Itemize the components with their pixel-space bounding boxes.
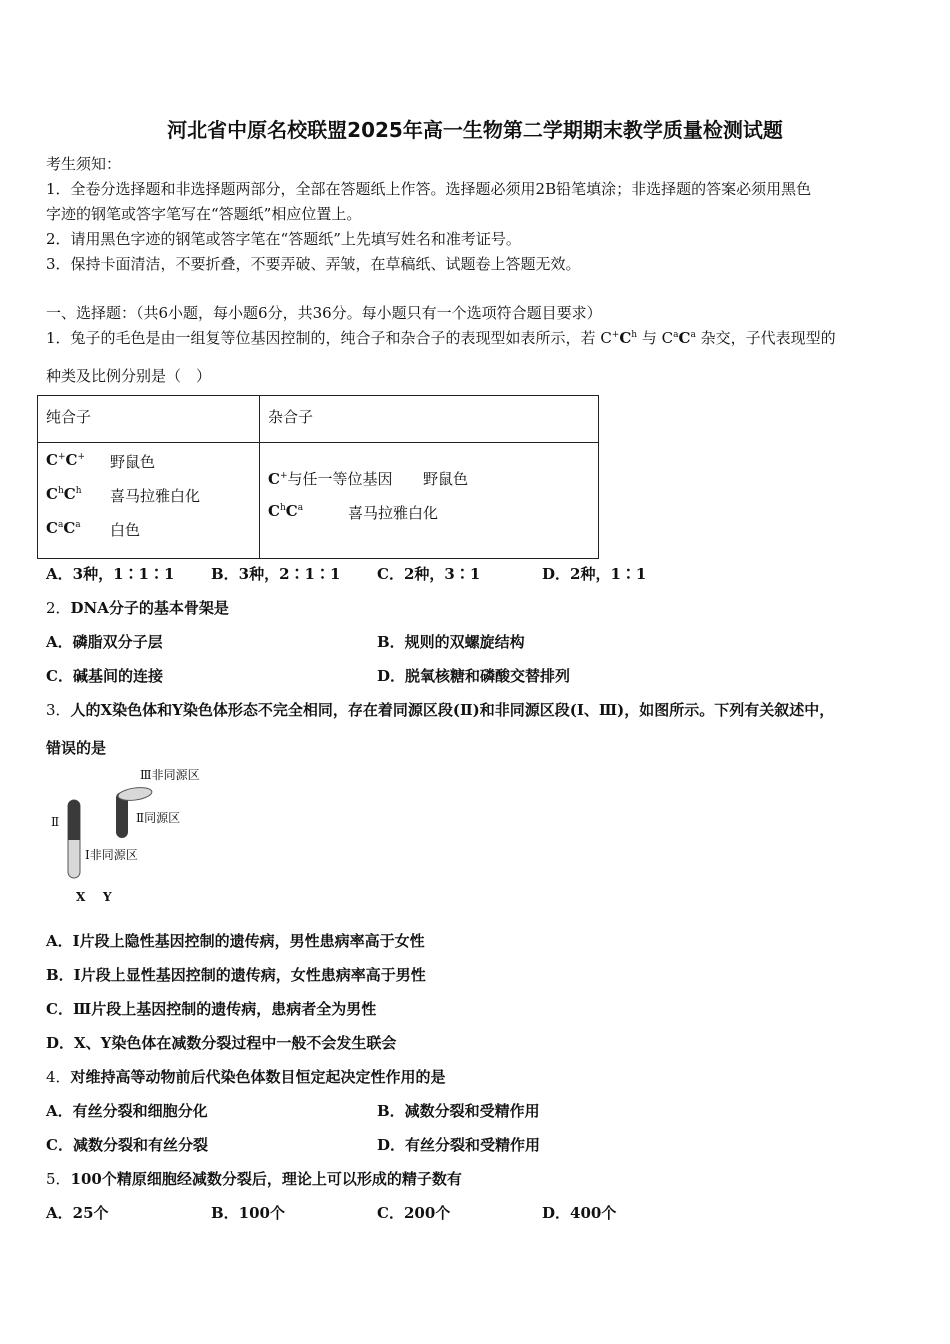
q1-option-a: A．3种，1∶1∶1 bbox=[46, 565, 175, 583]
question-3 bbox=[46, 699, 834, 720]
pure-row bbox=[46, 519, 141, 539]
notice-heading: 考生须知： bbox=[46, 155, 122, 173]
q3-option-b: B．Ⅰ片段上显性基因控制的遗传病，女性患病率高于男性 bbox=[46, 966, 426, 984]
q1-option-b: B．3种，2∶1∶1 bbox=[211, 565, 341, 583]
hetero-cell bbox=[260, 443, 599, 559]
q5-option-b: B．100个 bbox=[211, 1204, 285, 1222]
q4-option-b: B．减数分裂和受精作用 bbox=[377, 1102, 540, 1120]
hetero-row bbox=[268, 468, 469, 489]
genotype: C bbox=[268, 470, 280, 488]
label-region-i: Ⅰ非同源区 bbox=[85, 848, 138, 862]
question-5-text: 100个精原细胞经减数分裂后，理论上可以形成的精子数有 bbox=[70, 1170, 462, 1188]
genotype-sup: h bbox=[75, 486, 82, 496]
allele: 与 C bbox=[637, 329, 674, 347]
question-3-text: 人的X染色体和Y染色体形态不完全相同，存在着同源区段(Ⅱ)和非同源区段(Ⅰ、Ⅲ)，如图所示。下列有关叙述中， bbox=[70, 701, 835, 719]
genotype-sup: + bbox=[57, 452, 66, 462]
q5-option-a: A．25个 bbox=[46, 1204, 109, 1222]
question-number: 1． bbox=[46, 329, 71, 347]
allele: C bbox=[619, 329, 632, 347]
question-2-text: DNA分子的基本骨架是 bbox=[70, 599, 229, 617]
page-title: 河北省中原名校联盟2025年高一生物第二学期期末教学质量检测试题 bbox=[167, 118, 783, 142]
pure-row bbox=[46, 485, 201, 505]
q1-option-d: D．2种，1∶1 bbox=[542, 565, 647, 583]
question-number: 2． bbox=[46, 599, 71, 617]
question-1 bbox=[46, 327, 836, 348]
question-2 bbox=[46, 597, 229, 618]
phenotype: 喜马拉雅白化 bbox=[110, 487, 201, 505]
y-nonhomologous-segment bbox=[117, 786, 152, 803]
allele-sup: + bbox=[611, 330, 620, 340]
q5-option-c: C．200个 bbox=[377, 1204, 451, 1222]
q2-option-a: A．磷脂双分子层 bbox=[46, 633, 163, 651]
notice-item-3: 3．保持卡面清洁，不要折叠，不要弄破、弄皱，在草稿纸、试题卷上答题无效。 bbox=[46, 255, 581, 273]
q4-option-c: C．减数分裂和有丝分裂 bbox=[46, 1136, 208, 1154]
question-1-line2: 种类及比例分别是（ ） bbox=[46, 367, 212, 385]
q3-option-a: A．Ⅰ片段上隐性基因控制的遗传病，男性患病率高于女性 bbox=[46, 932, 425, 950]
allele-sup: h bbox=[631, 330, 638, 340]
genotype-sup: + bbox=[279, 471, 288, 481]
q1-option-c: C．2种，3∶1 bbox=[377, 565, 481, 583]
phenotype: 喜马拉雅白化 bbox=[348, 504, 439, 522]
genotype-sup: + bbox=[77, 452, 85, 462]
q2-option-d: D．脱氧核糖和磷酸交替排列 bbox=[377, 667, 571, 685]
pure-row bbox=[46, 451, 156, 471]
question-3-line2: 错误的是 bbox=[46, 739, 107, 757]
genotype: C bbox=[268, 502, 280, 520]
genotype: 与任一等位基因 bbox=[287, 470, 393, 488]
question-4-text: 对维持高等动物前后代染色体数目恒定起决定性作用的是 bbox=[70, 1068, 446, 1086]
phenotype: 野鼠色 bbox=[423, 470, 469, 488]
table-header-pure: 纯合子 bbox=[38, 396, 260, 443]
q3-option-d: D．X、Y染色体在减数分裂过程中一般不会发生联会 bbox=[46, 1034, 397, 1052]
genotype-sup: a bbox=[75, 520, 81, 530]
question-number: 4． bbox=[46, 1068, 71, 1086]
question-5 bbox=[46, 1168, 462, 1189]
notice-item-1: 1．全卷分选择题和非选择题两部分，全部在答题纸上作答。选择题必须用2B铅笔填涂；非选择题的答案必须用黑色 bbox=[46, 180, 812, 198]
q4-option-a: A．有丝分裂和细胞分化 bbox=[46, 1102, 208, 1120]
q2-option-c: C．碱基间的连接 bbox=[46, 667, 163, 685]
genotype: C bbox=[46, 485, 58, 503]
question-4 bbox=[46, 1066, 446, 1087]
genotype: C bbox=[63, 519, 76, 537]
genotype-table bbox=[37, 395, 599, 559]
genotype-sup: a bbox=[297, 503, 304, 513]
genotype: C bbox=[63, 485, 76, 503]
label-ii-side: Ⅱ bbox=[51, 815, 60, 829]
genotype-sup: h bbox=[279, 503, 286, 513]
genotype: C bbox=[65, 451, 78, 469]
chromosome-figure bbox=[40, 760, 240, 910]
label-region-ii: Ⅱ同源区 bbox=[136, 811, 181, 825]
label-y: Y bbox=[103, 890, 112, 904]
genotype: C bbox=[46, 519, 58, 537]
hetero-row bbox=[268, 502, 439, 522]
q5-option-d: D．400个 bbox=[542, 1204, 617, 1222]
question-1-text-a: 兔子的毛色是由一组复等位基因控制的，纯合子和杂合子的表现型如表所示，若 C bbox=[70, 329, 612, 347]
question-1-text-b: 杂交，子代表现型的 bbox=[695, 329, 836, 347]
notice-item-2: 2．请用黑色字迹的钢笔或答字笔在“答题纸”上先填写姓名和准考证号。 bbox=[46, 230, 521, 248]
question-number: 3． bbox=[46, 701, 71, 719]
question-number: 5． bbox=[46, 1170, 71, 1188]
q2-option-b: B．规则的双螺旋结构 bbox=[377, 633, 525, 651]
label-x: X bbox=[76, 890, 86, 904]
genotype-sup: h bbox=[57, 486, 64, 496]
genotype: C bbox=[46, 451, 58, 469]
label-region-iii: Ⅲ非同源区 bbox=[140, 768, 200, 782]
q3-option-c: C．Ⅲ片段上基因控制的遗传病，患病者全为男性 bbox=[46, 1000, 377, 1018]
table-header-hetero: 杂合子 bbox=[260, 396, 599, 443]
genotype: C bbox=[285, 502, 298, 520]
allele: C bbox=[678, 329, 691, 347]
pure-cell bbox=[38, 443, 260, 559]
q4-option-d: D．有丝分裂和受精作用 bbox=[377, 1136, 541, 1154]
phenotype: 野鼠色 bbox=[110, 453, 156, 471]
genotype-sup: a bbox=[57, 520, 64, 530]
allele-sup: a bbox=[673, 330, 679, 340]
allele-sup: a bbox=[690, 330, 696, 340]
phenotype: 白色 bbox=[110, 521, 141, 539]
x-homologous-segment bbox=[68, 800, 80, 840]
notice-item-1-cont: 字迹的钢笔或答字笔写在“答题纸”相应位置上。 bbox=[46, 205, 362, 223]
section-heading: 一、选择题：（共6小题，每小题6分，共36分。每小题只有一个选项符合题目要求） bbox=[46, 304, 602, 322]
